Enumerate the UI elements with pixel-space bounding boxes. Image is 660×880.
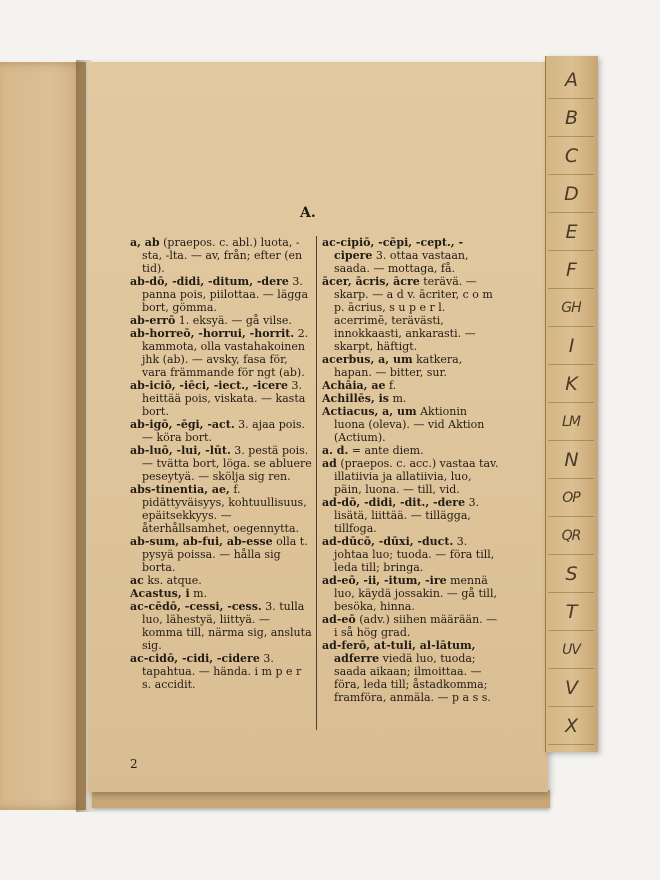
headword: abs-tinentia, ae,: [130, 483, 230, 496]
definition: 3. lisätä, liittää. — tillägga, tillfoga.: [334, 496, 480, 535]
headword: Achillēs, is: [322, 392, 389, 405]
definition: 3. pestä pois. — tvätta bort, löga. se abluere peseytyä. — skölja sig ren.: [142, 444, 312, 483]
headword: ac-cipiō, -cēpi, -cept., -cipere: [322, 236, 464, 262]
headword: ab-sum, ab-fui, ab-esse: [130, 535, 273, 548]
alphabet-tab[interactable]: D: [548, 176, 594, 213]
definition: 1. eksyä. — gå vilse.: [175, 314, 292, 327]
alphabet-tab[interactable]: A: [548, 62, 594, 99]
dictionary-entry: [322, 496, 500, 535]
alphabet-tab[interactable]: T: [548, 594, 594, 631]
dictionary-entry: [130, 587, 312, 600]
definition: terävä. — skarp. — a d v. ācriter, c o m p. ācrius, s u p e r l. acerrimē, terävästi, innokkaasti, ankarasti. — skarpt, häftigt.: [334, 275, 493, 353]
definition: mennä luo, käydä jossakin. — gå till, besöka, hinna.: [334, 574, 497, 613]
definition: 3. johtaa luo; tuoda. — föra till, leda till; bringa.: [334, 535, 495, 574]
headword: acerbus, a, um: [322, 353, 413, 366]
dictionary-entry: [130, 483, 312, 535]
dictionary-entry: [130, 327, 312, 379]
definition: 3. ajaa pois. — köra bort.: [142, 418, 306, 444]
alphabet-tab[interactable]: F: [548, 252, 594, 289]
dictionary-entry: [322, 574, 500, 613]
headword: ac-cidō, -cidi, -cidere: [130, 652, 260, 665]
definition: f. pidättyväisyys, kohtuullisuus, epäitsekkyys. — återhållsamhet, oegennytta.: [142, 483, 307, 535]
headword: a. d.: [322, 444, 349, 457]
definition: f.: [385, 379, 397, 392]
page-number: 2: [130, 757, 138, 771]
headword: ad-eō: [322, 613, 356, 626]
definition: viedä luo, tuoda; saada aikaan; ilmoittaa. — föra, leda till; åstadkomma; framföra, anmäla. — p a s s.: [334, 652, 491, 704]
headword: ac-cēdō, -cessi, -cess.: [130, 600, 262, 613]
dictionary-entry: [322, 379, 500, 392]
definition: 3. panna pois, piilottaa. — lägga bort, gömma.: [142, 275, 309, 314]
dictionary-entry: [322, 392, 500, 405]
alphabet-tab[interactable]: OP: [548, 480, 594, 517]
dictionary-entry: [130, 314, 312, 327]
definition: (praepos. c. acc.) vastaa tav. illatiivia ja allatiivia, luo, päin, luona. — till, vid.: [334, 457, 499, 496]
definition: m.: [389, 392, 407, 405]
headword: ācer, ācris, ācre: [322, 275, 420, 288]
dictionary-entry: [322, 444, 500, 457]
headword: Actiacus, a, um: [322, 405, 417, 418]
headword: ac: [130, 574, 144, 587]
definition: m.: [189, 587, 208, 600]
right-column: [322, 236, 500, 704]
section-heading: A.: [300, 205, 316, 221]
headword: ab-luō, -lui, -lūt.: [130, 444, 231, 457]
dictionary-entry: [322, 535, 500, 574]
dictionary-entry: [130, 379, 312, 418]
dictionary-entry: [130, 275, 312, 314]
dictionary-entry: [130, 600, 312, 652]
headword: ab-horreō, -horrui, -horrit.: [130, 327, 295, 340]
headword: ab-iciō, -iēci, -iect., -icere: [130, 379, 288, 392]
alphabet-tab[interactable]: V: [548, 670, 594, 707]
dictionary-entry: [130, 444, 312, 483]
definition: 3. tapahtua. — hända. i m p e r s. accidit.: [142, 652, 302, 691]
dictionary-entry: [130, 236, 312, 275]
dictionary-entry: [322, 353, 500, 379]
alphabet-tab[interactable]: N: [548, 442, 594, 479]
dictionary-entry: [322, 613, 500, 639]
alphabet-tab[interactable]: LM: [548, 404, 594, 441]
definition: 3. heittää pois, viskata. — kasta bort.: [142, 379, 306, 418]
definition: 2. kammota, olla vastahakoinen jhk (ab). — avsky, fasa för, vara främmande för ngt (ab).: [142, 327, 309, 379]
alphabet-tab[interactable]: UV: [548, 632, 594, 669]
page-edges: [92, 790, 550, 808]
headword: ad-dō, -didi, -dit., -dere: [322, 496, 466, 509]
dictionary-entry: [322, 639, 500, 704]
alphabet-tab[interactable]: GH: [548, 290, 594, 327]
dictionary-entry: [322, 405, 500, 444]
definition: olla t. pysyä poissa. — hålla sig borta.: [142, 535, 308, 574]
dictionary-entry: [130, 418, 312, 444]
headword: ad-dūcō, -dūxi, -duct.: [322, 535, 454, 548]
definition: katkera, hapan. — bitter, sur.: [334, 353, 463, 379]
alphabet-tab[interactable]: QR: [548, 518, 594, 555]
alphabet-tab-strip: [545, 56, 598, 752]
dictionary-entry: [322, 457, 500, 496]
left-page: [0, 62, 86, 810]
alphabet-tab[interactable]: E: [548, 214, 594, 251]
alphabet-tabs: [546, 56, 598, 752]
alphabet-tab[interactable]: I: [548, 328, 594, 365]
headword: a, ab: [130, 236, 160, 249]
headword: ab-errō: [130, 314, 176, 327]
definition: (praepos. c. abl.) luota, -sta, -lta. — av, från; efter (en tid).: [142, 236, 303, 275]
headword: ab-dō, -didi, -ditum, -dere: [130, 275, 289, 288]
headword: ad-eō, -ii, -itum, -ire: [322, 574, 447, 587]
headword: ad: [322, 457, 337, 470]
headword: ab-igō, -ēgi, -act.: [130, 418, 235, 431]
left-column: [130, 236, 312, 691]
definition: Aktionin luona (oleva). — vid Aktion (Actium).: [334, 405, 485, 444]
headword: Acastus, i: [130, 587, 190, 600]
column-divider: [316, 236, 317, 730]
alphabet-tab[interactable]: B: [548, 100, 594, 137]
definition: = ante diem.: [348, 444, 424, 457]
dictionary-entry: [322, 236, 500, 275]
alphabet-tab[interactable]: X: [548, 708, 594, 745]
headword: ad-ferō, at-tuli, al-lātum, adferre: [322, 639, 476, 665]
alphabet-tab[interactable]: S: [548, 556, 594, 593]
definition: 3. tulla luo, lähestyä, liittyä. — komma till, närma sig, ansluta sig.: [142, 600, 312, 652]
dictionary-entry: [130, 535, 312, 574]
dictionary-entry: [322, 275, 500, 353]
definition: 3. ottaa vastaan, saada. — mottaga, få.: [334, 249, 469, 275]
dictionary-entry: [130, 574, 312, 587]
alphabet-tab[interactable]: C: [548, 138, 594, 175]
definition: (adv.) siihen määrään. — i så hög grad.: [334, 613, 498, 639]
alphabet-tab[interactable]: K: [548, 366, 594, 403]
dictionary-entry: [130, 652, 312, 691]
headword: Achāia, ae: [322, 379, 386, 392]
definition: ks. atque.: [143, 574, 202, 587]
